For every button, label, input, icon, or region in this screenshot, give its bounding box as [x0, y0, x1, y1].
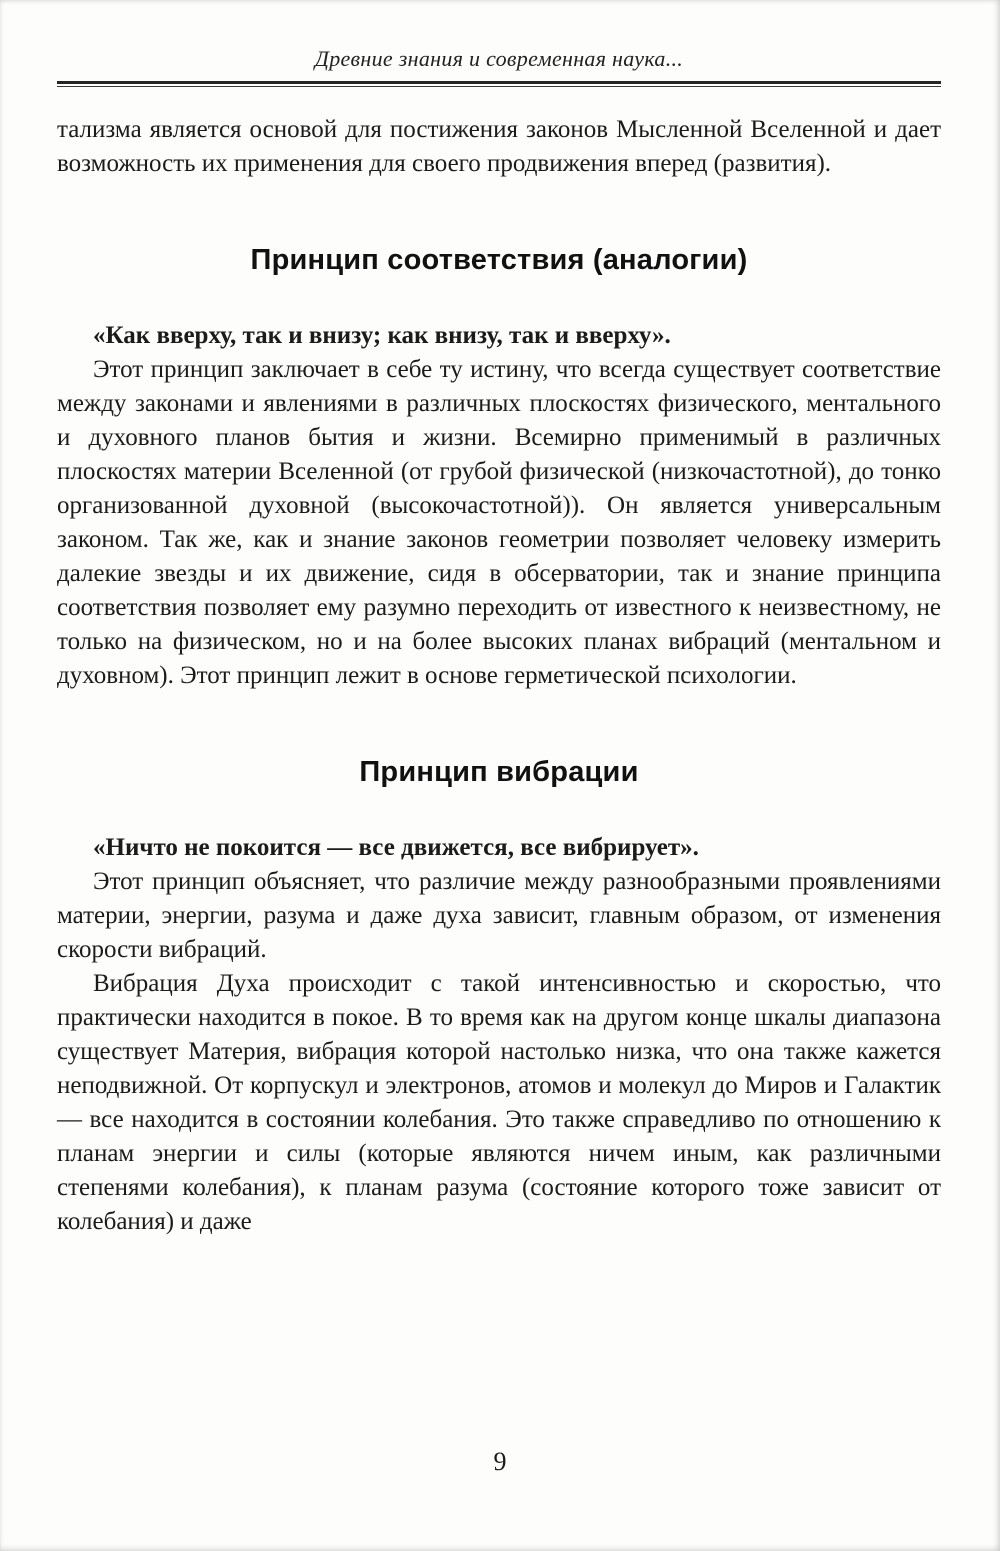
- principle-quote-vibration: «Ничто не покоится — все движется, все вибрирует».: [93, 834, 699, 861]
- paragraph-vibration-2: Вибрация Духа происходит с такой интенсивностью и скоростью, что практически находится в покое. В то время как на другом конце шкалы диапазона существует Материя, вибрация которой настолько низка, что она также кажется неподвижной. От корпускул и электронов, атомов и молекул до Миров и Галактик — все находится в состоянии колебания. Это также справедливо по отношению к планам энергии и силы (которые являются ничем иным, как различными степенями колебания), к планам разума (состояние которого тоже зависит от колебания) и даже: [57, 970, 941, 1235]
- principle-quote-correspondence: «Как вверху, так и внизу; как внизу, так и вверху».: [93, 322, 671, 349]
- paragraph-continuation: тализма является основой для постижения законов Мысленной Вселенной и дает возможность их применения для своего продвижения вперед (развития).: [57, 116, 941, 177]
- paragraph-vibration-1: Этот принцип объясняет, что различие между разнообразными проявлениями материи, энергии, разума и даже духа зависит, главным образом, от изменения скорости вибраций.: [57, 868, 941, 963]
- header-double-rule: [57, 81, 941, 87]
- paragraph-correspondence: Этот принцип заключает в себе ту истину, что всегда существует соответствие между законами и явлениями в различных плоскостях физического, ментального и духовного планов бытия и жизни. Всемирно применимый в различных плоскостях материи Вселенной (от грубой физической (низкочастотной), до тонко организованной духовной (высокочастотной)). Он является универсальным законом. Так же, как и знание законов геометрии позволяет человеку измерить далекие звезды и их движение, сидя в обсерватории, так и знание принципа соответствия позволяет ему разумно переходить от известного к неизвестному, не только на физическом, но и на более высоких планах вибраций (ментальном и духовном). Этот принцип лежит в основе герметической психологии.: [57, 356, 941, 689]
- section-heading-correspondence: Принцип соответствия (аналогии): [250, 244, 748, 276]
- running-head: Древние знания и современная наука...: [314, 46, 684, 71]
- page-content: [57, 46, 941, 1239]
- section-heading-vibration: Принцип вибрации: [359, 756, 639, 788]
- page-body: [57, 113, 941, 1239]
- page-number: 9: [493, 1447, 507, 1476]
- page-header: [57, 46, 941, 87]
